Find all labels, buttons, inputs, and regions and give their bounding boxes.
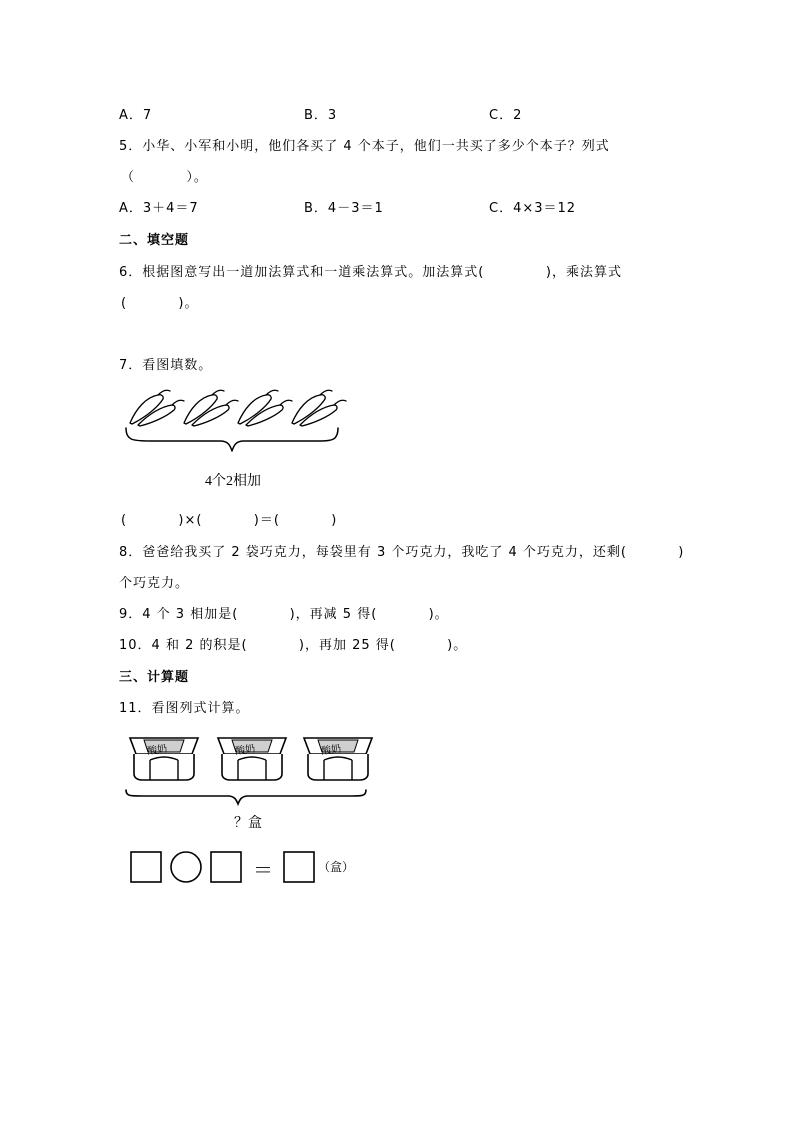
operator-circle (171, 852, 201, 882)
q5-option-b: B．4－3＝1 (304, 201, 384, 216)
q5-question: 5．小华、小军和小明，他们各买了 4 个本子，他们一共买了多少个本子？列式 (119, 139, 610, 154)
unit-label: （盒） (318, 860, 355, 874)
q8-question-line1: 8．爸爸给我买了 2 袋巧克力，每袋里有 3 个巧克力，我吃了 4 个巧克力，还剩( ) (119, 545, 685, 560)
yogurt-label: 酸奶 (320, 743, 342, 758)
pepper-icon (292, 390, 346, 426)
q7-figure-caption: 4个2相加 (205, 474, 261, 489)
q7-title: 7．看图填数。 (119, 358, 213, 373)
brace-icon (126, 428, 338, 451)
q5-option-c: C．4×3＝12 (489, 201, 577, 216)
answer-box (284, 852, 314, 882)
q9-question: 9．4 个 3 相加是( )，再减 5 得( )。 (119, 607, 449, 622)
q4-option-a: A．7 (119, 108, 153, 123)
pepper-icon (130, 390, 184, 426)
q11-title: 11．看图列式计算。 (119, 701, 250, 716)
yogurt-label: 酸奶 (146, 743, 168, 758)
answer-box (211, 852, 241, 882)
q5-option-a: A．3＋4＝7 (119, 201, 199, 216)
equals-sign: ＝ (253, 860, 273, 882)
q11-figure-caption: ？盒 (234, 816, 262, 831)
yogurt-label: 酸奶 (234, 743, 256, 758)
pepper-icon (238, 390, 292, 426)
q6-question-line2: ( )。 (121, 296, 199, 311)
q6-question-line1: 6．根据图意写出一道加法算式和一道乘法算式。加法算式( )，乘法算式 (119, 265, 623, 280)
section-2-title: 二、填空题 (119, 233, 190, 248)
brace-icon (126, 790, 366, 804)
pepper-icon (184, 390, 238, 426)
q8-question-line2: 个巧克力。 (119, 576, 190, 591)
q7-figure-peppers (120, 385, 350, 455)
answer-box (131, 852, 161, 882)
q4-option-c: C．2 (489, 108, 523, 123)
q7-answer: ( )×( )＝( ) (121, 513, 338, 528)
q5-blank: （ ）。 (121, 170, 208, 185)
q4-option-b: B．3 (304, 108, 338, 123)
section-3-title: 三、计算题 (119, 670, 190, 685)
q10-question: 10．4 和 2 的积是( )，再加 25 得( )。 (119, 638, 468, 653)
